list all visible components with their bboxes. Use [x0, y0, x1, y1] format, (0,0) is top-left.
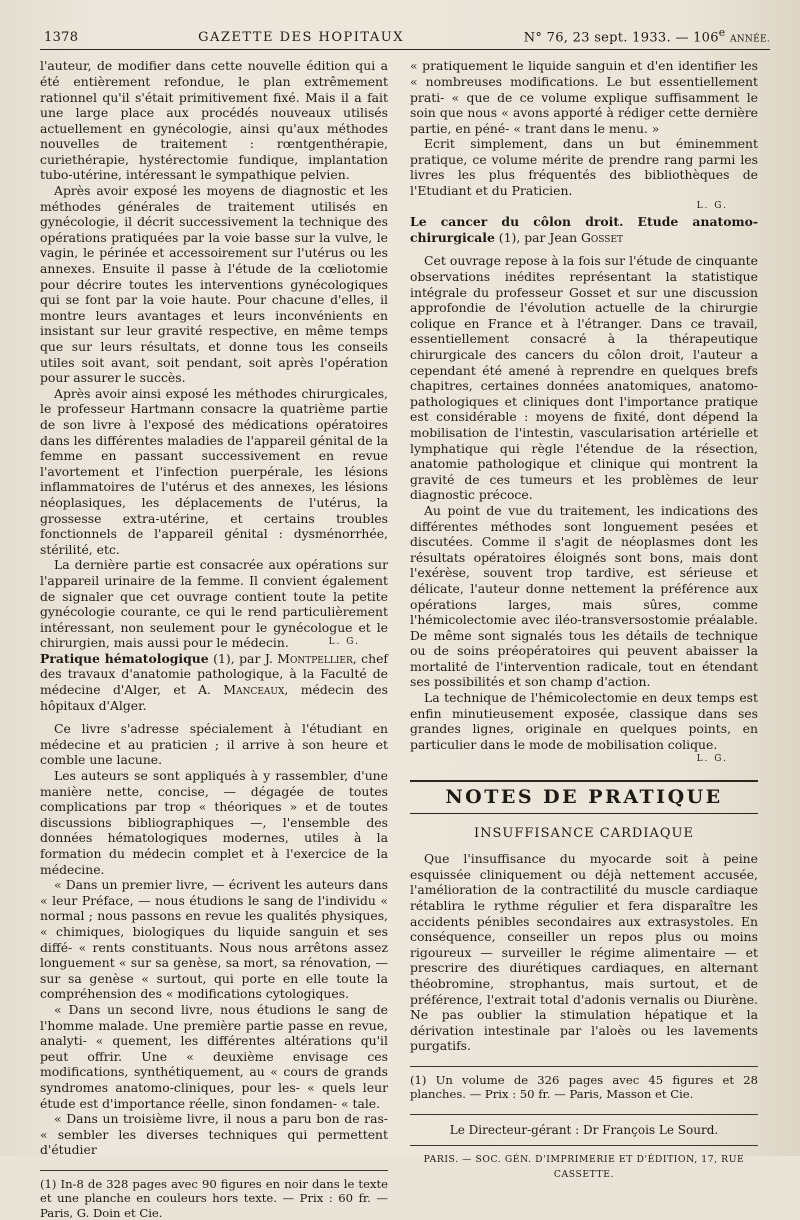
article-affiliation: , chef des travaux d'anatomie pathologique, à la Faculté de médecine d'Alger, et A.: [40, 650, 389, 698]
article-ref: (1), par J.: [208, 650, 278, 666]
author-name: Montpellier: [277, 650, 353, 666]
paragraph: Cet ouvrage repose à la fois sur l'étude de cinquante observations inédites représentant la statistique intégrale du professeur Gosset et sur une discussion approfondie de l'évolution actuelle de la chirurgie colique en France et à l'étranger. Dans ce travail, essentiellement consacré à la thérapeutique chirurgicale des cancers du côlon droit, l'auteur a cependant été amené à reprendre en quelques brefs chapitres, certaines données anatomiques, anatomo-pathologiques et cliniques dont l'importance pratique est considérable : moyens de fixité, dont dépend la mobilisation de l'intestin, vascularisation artérielle et lymphatique qui règle l'étendue de la résection, anatomie pathologique et clinique qui montrent la gravité de ces tumeurs et les problèmes de leur diagnostic précoce.: [410, 253, 758, 503]
issue-info: [524, 26, 770, 45]
quote-paragraph: « Dans un troisième livre, il nous a paru bon de ras- « sembler les diverses techniques qui permettent d'étudier: [40, 1111, 388, 1158]
right-column: [410, 58, 758, 1220]
director-line: Le Directeur-gérant : Dr François Le Sourd.: [449, 1122, 719, 1137]
paragraph: Que l'insuffisance du myocarde soit à peine esquissée cliniquement ou déjà nettement accusée, l'amélioration de la contractilité du muscle cardiaque rétablira le rythme régulier et fera disparaître les accidents pénibles secondaires aux extrasystoles. En conséquence, conseiller un repos plus ou moins rigoureux — surveiller le régime alimentaire — et prescrire des diurétiques cardiaques, en alternant théobromine, strophantus, mais surtout, et de préférence, l'extrait total d'adonis vernalis ou Diurène. Ne pas oublier la stimulation hépatique et la dérivation intestinale par l'aloès ou les lavements purgatifs.: [410, 851, 758, 1054]
signature: L. G.: [696, 200, 728, 211]
journal-title: GAZETTE DES HOPITAUX: [198, 30, 404, 46]
issue-text: N° 76, 23 sept. 1933. — 106: [523, 30, 719, 46]
printer-line: PARIS. — SOC. GÉN. D'IMPRIMERIE ET D'ÉDITION, 17, RUE CASSETTE.: [410, 1145, 758, 1183]
annee-label: ANNÉE.: [729, 34, 770, 45]
section-title: NOTES DE PRATIQUE: [445, 786, 723, 809]
paragraph: Après avoir exposé les moyens de diagnostic et les méthodes générales de traitement utilisés en gynécologie, il décrit successivement la technique des opérations pratiquées par la voie basse sur la vulve, le vagin, le périnée et accessoirement sur l'utérus ou les annexes. Ensuite il passe à l'étude de la cœliotomie pour décrire toutes les interventions gynécologiques qui se font par la voie haute. Pour chacune d'elles, il montre leurs avantages et leurs inconvénients en insistant sur leur gravité respective, en même temps que sur leurs résultats, et donne tous les conseils utiles soit avant, soit pendant, soit après l'opération pour assurer le succès.: [40, 183, 388, 386]
author-name: Gosset: [581, 229, 624, 245]
page-header: [40, 18, 770, 50]
article-affiliation: , médecin des hôpitaux d'Alger.: [40, 682, 389, 713]
footnote-divider: [40, 1170, 388, 1171]
article-title: Pratique hématologique: [40, 650, 209, 666]
paragraph: [40, 557, 388, 651]
left-column: [40, 58, 388, 1220]
page-number: 1378: [44, 30, 79, 46]
issue-sup: e: [718, 26, 726, 39]
article-title: Le cancer du côlon droit. Etude anatomo-chirurgicale: [410, 214, 758, 245]
article-ref: (1), par Jean: [494, 229, 582, 245]
paragraph: Ce livre s'adresse spécialement à l'étudiant en médecine et au praticien ; il arrive à son heure et comble une lacune.: [40, 721, 388, 768]
quote-paragraph: « pratiquement le liquide sanguin et d'en identifier les « nombreuses modifications. Le but essentiellement prati- « que de ce volume explique suffisamment le soin que nous « avons apporté à rédiger cette dernière partie, en péné- « trant dans le menu. »: [410, 58, 758, 136]
section-banner: [410, 780, 758, 814]
paragraph: La technique de l'hémicolectomie en deux temps est enfin minutieusement exposée, classique dans ses grandes lignes, originale en quelques points, en particulier dans le mode de mobilisation colique.: [410, 690, 758, 752]
columns: [40, 58, 770, 1220]
paragraph: Au point de vue du traitement, les indications des différentes méthodes sont longuement pesées et discutées. Comme il s'agit de néoplasmes dont les résultats opératoires éloignés sont bons, mais dont l'exérèse, souvent trop tardive, est sérieuse et délicate, l'auteur donne nettement la préférence aux opérations larges, mais sûres, comme l'hémicolectomie avec iléo-transversostomie préalable. De même sont signalés tous les détails de technique ou de soins préopératoires qui peuvent abaisser la mortalité de l'intervention radicale, tout en étendant ses possibilités et son champ d'action.: [410, 502, 758, 690]
paragraph: Les auteurs se sont appliqués à y rassembler, d'une manière nette, concise, — dégagée de toutes complications par trop « théoriques » et de toutes discussions bibliographiques —, l'ensemble des données hématologiques modernes, utiles à la formation du médecin complet et à l'exercice de la médecine.: [40, 768, 388, 877]
article-heading: [40, 651, 388, 713]
section-subtitle: INSUFFISANCE CARDIAQUE: [474, 825, 694, 841]
paragraph: Ecrit simplement, dans un but éminemment pratique, ce volume mérite de prendre rang parmi les livres les plus fréquentés des bibliothèques de l'Etudiant et du Praticien.: [410, 136, 758, 199]
quote-paragraph: « Dans un second livre, nous étudions le sang de l'homme malade. Une première partie passe en revue, analyti- « quement, les différentes altérations qu'il peut offrir. Une « deuxième envisage ces modifications, synthétiquement, au « cours de grands syndromes anatomo-cliniques, pour les- « quels leur étude est d'importance réelle, sinon fondamen- « tale.: [40, 1001, 388, 1111]
footnote: (1) In-8 de 328 pages avec 90 figures en noir dans le texte et une planche en couleurs hors texte. — Prix : 60 fr. — Paris, G. Doin et Cie.: [40, 1176, 388, 1220]
quote-paragraph: « Dans un premier livre, — écrivent les auteurs dans « leur Préface, — nous étudions le sang de l'individu « normal ; nous passons en revue les qualités physiques, « chimiques, biologiques du liquide sanguin et ses diffé- « rents constituants. Nous nous arrêtons assez longuement « sur sa genèse, sa mort, sa rénovation, — sur sa genèse « surtout, qui porte en elle toute la compréhension des « modifications cytologiques.: [40, 877, 388, 1002]
footnote-divider: [410, 1066, 758, 1067]
article-heading: [410, 214, 758, 245]
divider: [410, 1114, 758, 1115]
signature: L. G.: [696, 754, 728, 765]
quotation: [40, 877, 388, 1158]
signature: L. G.: [328, 637, 360, 648]
paragraph-text: La dernière partie est consacrée aux opérations sur l'appareil urinaire de la femme. Il convient également de signaler que cet ouvrage contient toute la petite gynécologie courante, ce qui le rend particulièrement intéressant, non seulement pour le gynécologue et le chirurgien, mais aussi pour le médecin.: [40, 557, 388, 651]
paragraph: l'auteur, de modifier dans cette nouvelle édition qui a été entièrement refondue, le plan extrêmement rationnel qu'il s'était primitivement fixé. Mais il a fait une large place aux procédés nouveaux utilisés actuellement en gynécologie, ainsi qu'aux méthodes nouvelles de traitement : rœntgenthérapie, curiethérapie, hystérectomie fundique, implantation tubo-utérine, intéressant le sympathique pelvien.: [40, 58, 388, 183]
quotation: [410, 58, 758, 136]
footnote: (1) Un volume de 326 pages avec 45 figures et 28 planches. — Prix : 50 fr. — Paris, Masson et Cie.: [410, 1072, 758, 1102]
paragraph: Après avoir ainsi exposé les méthodes chirurgicales, le professeur Hartmann consacre la quatrième partie de son livre à l'exposé des médications opératoires dans les différentes maladies de l'appareil génital de la femme en passant successivement en revue l'avortement et l'infection puerpérale, les lésions inflammatoires de l'utérus et des annexes, les lésions néoplasiques, les déplacements de l'utérus, la grossesse extra-utérine, et certains troubles fonctionnels de l'appareil génital : dysménorrhée, stérilité, etc.: [40, 385, 388, 557]
author-name: Manceaux: [223, 682, 285, 698]
